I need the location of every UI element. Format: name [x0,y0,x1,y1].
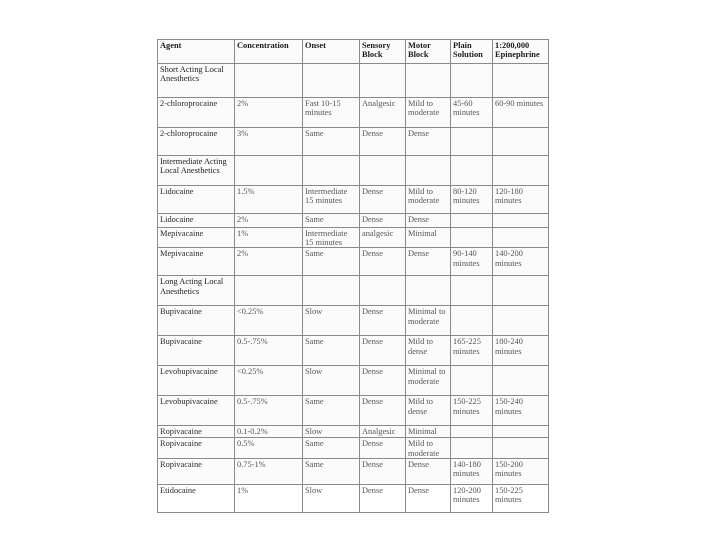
motor-block-cell: Mild to moderate [406,186,451,214]
agent-cell: Lidocaine [158,186,235,214]
plain-solution-cell [451,306,493,336]
empty-cell [493,156,549,186]
onset-cell: Slow [303,306,360,336]
header-agent: Agent [158,40,235,64]
motor-block-cell: Minimal [406,228,451,248]
table-row [158,366,549,396]
plain-solution-cell: 120-200 minutes [451,484,493,512]
epinephrine-cell: 120-180 minutes [493,186,549,214]
table-row [158,248,549,276]
onset-cell: Slow [303,426,360,438]
motor-block-cell: Dense [406,214,451,228]
sensory-block-cell: analgesic [360,228,406,248]
header-concentration: Concentration [235,40,303,64]
motor-block-cell: Mild to dense [406,336,451,366]
onset-cell: Same [303,458,360,484]
scanned-table-page [157,39,548,505]
table-row [158,228,549,248]
epinephrine-cell [493,438,549,458]
epinephrine-cell [493,214,549,228]
table-row [158,458,549,484]
sensory-block-cell: Dense [360,484,406,512]
agent-cell: Lidocaine [158,214,235,228]
epinephrine-cell: 150-225 minutes [493,484,549,512]
onset-cell: Same [303,248,360,276]
onset-cell: Slow [303,366,360,396]
sensory-block-cell: Dense [360,214,406,228]
table-row [158,396,549,426]
sensory-block-cell: Dense [360,248,406,276]
empty-cell [235,64,303,98]
table-body [158,64,549,513]
epinephrine-cell: 180-240 minutes [493,336,549,366]
concentration-cell: 0.5-.75% [235,396,303,426]
motor-block-cell: Dense [406,458,451,484]
empty-cell [303,64,360,98]
sensory-block-cell: Analgesic [360,426,406,438]
sensory-block-cell: Dense [360,186,406,214]
concentration-cell: 0.5-.75% [235,336,303,366]
empty-cell [235,156,303,186]
epinephrine-cell [493,228,549,248]
section-heading: Short Acting Local Anesthetics [158,64,235,98]
epinephrine-cell: 150-240 minutes [493,396,549,426]
epinephrine-cell: 60-90 minutes [493,98,549,128]
section-heading: Intermediate Acting Local Anesthetics [158,156,235,186]
concentration-cell: <0.25% [235,366,303,396]
epinephrine-cell [493,306,549,336]
empty-cell [303,276,360,306]
table-row [158,186,549,214]
motor-block-cell: Mild to moderate [406,98,451,128]
epinephrine-cell [493,366,549,396]
plain-solution-cell [451,426,493,438]
empty-cell [406,276,451,306]
epinephrine-cell [493,128,549,156]
table-row [158,484,549,512]
onset-cell: Slow [303,484,360,512]
motor-block-cell: Minimal to moderate [406,306,451,336]
sensory-block-cell: Dense [360,128,406,156]
concentration-cell: 0.75-1% [235,458,303,484]
header-onset: Onset [303,40,360,64]
epinephrine-cell: 140-200 minutes [493,248,549,276]
sensory-block-cell: Dense [360,336,406,366]
concentration-cell: 2% [235,214,303,228]
onset-cell: Intermediate 15 minutes [303,228,360,248]
table-row [158,336,549,366]
plain-solution-cell [451,438,493,458]
empty-cell [451,156,493,186]
plain-solution-cell: 80-120 minutes [451,186,493,214]
empty-cell [303,156,360,186]
onset-cell: Same [303,336,360,366]
anesthetics-table [157,39,549,513]
table-row [158,306,549,336]
onset-cell: Same [303,128,360,156]
table-row [158,214,549,228]
empty-cell [451,64,493,98]
motor-block-cell: Mild to dense [406,396,451,426]
motor-block-cell: Mild to moderate [406,438,451,458]
concentration-cell: 1% [235,484,303,512]
sensory-block-cell: Dense [360,438,406,458]
sensory-block-cell: Analgesic [360,98,406,128]
agent-cell: Levobupivacaine [158,366,235,396]
motor-block-cell: Dense [406,128,451,156]
plain-solution-cell: 150-225 minutes [451,396,493,426]
header-motor-block: Motor Block [406,40,451,64]
agent-cell: Bupivacaine [158,306,235,336]
concentration-cell: 0.1-0.2% [235,426,303,438]
agent-cell: Bupivacaine [158,336,235,366]
header-epinephrine: 1:200,000 Epinephrine [493,40,549,64]
empty-cell [493,276,549,306]
plain-solution-cell [451,214,493,228]
agent-cell: Ropivacaine [158,438,235,458]
empty-cell [235,276,303,306]
plain-solution-cell [451,228,493,248]
empty-cell [406,156,451,186]
agent-cell: Mepivacaine [158,228,235,248]
agent-cell: Ropivacaine [158,458,235,484]
table-row [158,128,549,156]
plain-solution-cell: 90-140 minutes [451,248,493,276]
onset-cell: Same [303,438,360,458]
onset-cell: Same [303,396,360,426]
concentration-cell: 0.5% [235,438,303,458]
table-row [158,98,549,128]
header-plain-solution: Plain Solution [451,40,493,64]
epinephrine-cell [493,426,549,438]
onset-cell: Intermediate 15 minutes [303,186,360,214]
onset-cell: Same [303,214,360,228]
agent-cell: Levobupivacaine [158,396,235,426]
empty-cell [451,276,493,306]
onset-cell: Fast 10-15 minutes [303,98,360,128]
plain-solution-cell [451,128,493,156]
section-row [158,64,549,98]
concentration-cell: 1% [235,228,303,248]
table-row [158,438,549,458]
concentration-cell: <0.25% [235,306,303,336]
sensory-block-cell: Dense [360,396,406,426]
motor-block-cell: Minimal to moderate [406,366,451,396]
table-row [158,426,549,438]
agent-cell: Etidocaine [158,484,235,512]
empty-cell [360,64,406,98]
empty-cell [493,64,549,98]
concentration-cell: 2% [235,98,303,128]
motor-block-cell: Dense [406,484,451,512]
plain-solution-cell: 165-225 minutes [451,336,493,366]
sensory-block-cell: Dense [360,366,406,396]
sensory-block-cell: Dense [360,458,406,484]
plain-solution-cell [451,366,493,396]
agent-cell: 2-chloroprocaine [158,128,235,156]
plain-solution-cell: 45-60 minutes [451,98,493,128]
plain-solution-cell: 140-180 minutes [451,458,493,484]
table-header-row [158,40,549,64]
section-row [158,156,549,186]
epinephrine-cell: 150-200 minutes [493,458,549,484]
motor-block-cell: Minimal [406,426,451,438]
concentration-cell: 1.5% [235,186,303,214]
header-sensory-block: Sensory Block [360,40,406,64]
concentration-cell: 2% [235,248,303,276]
empty-cell [360,276,406,306]
motor-block-cell: Dense [406,248,451,276]
empty-cell [406,64,451,98]
empty-cell [360,156,406,186]
section-heading: Long Acting Local Anesthetics [158,276,235,306]
sensory-block-cell: Dense [360,306,406,336]
agent-cell: 2-chloroprocaine [158,98,235,128]
concentration-cell: 3% [235,128,303,156]
agent-cell: Mepivacaine [158,248,235,276]
agent-cell: Ropivacaine [158,426,235,438]
section-row [158,276,549,306]
